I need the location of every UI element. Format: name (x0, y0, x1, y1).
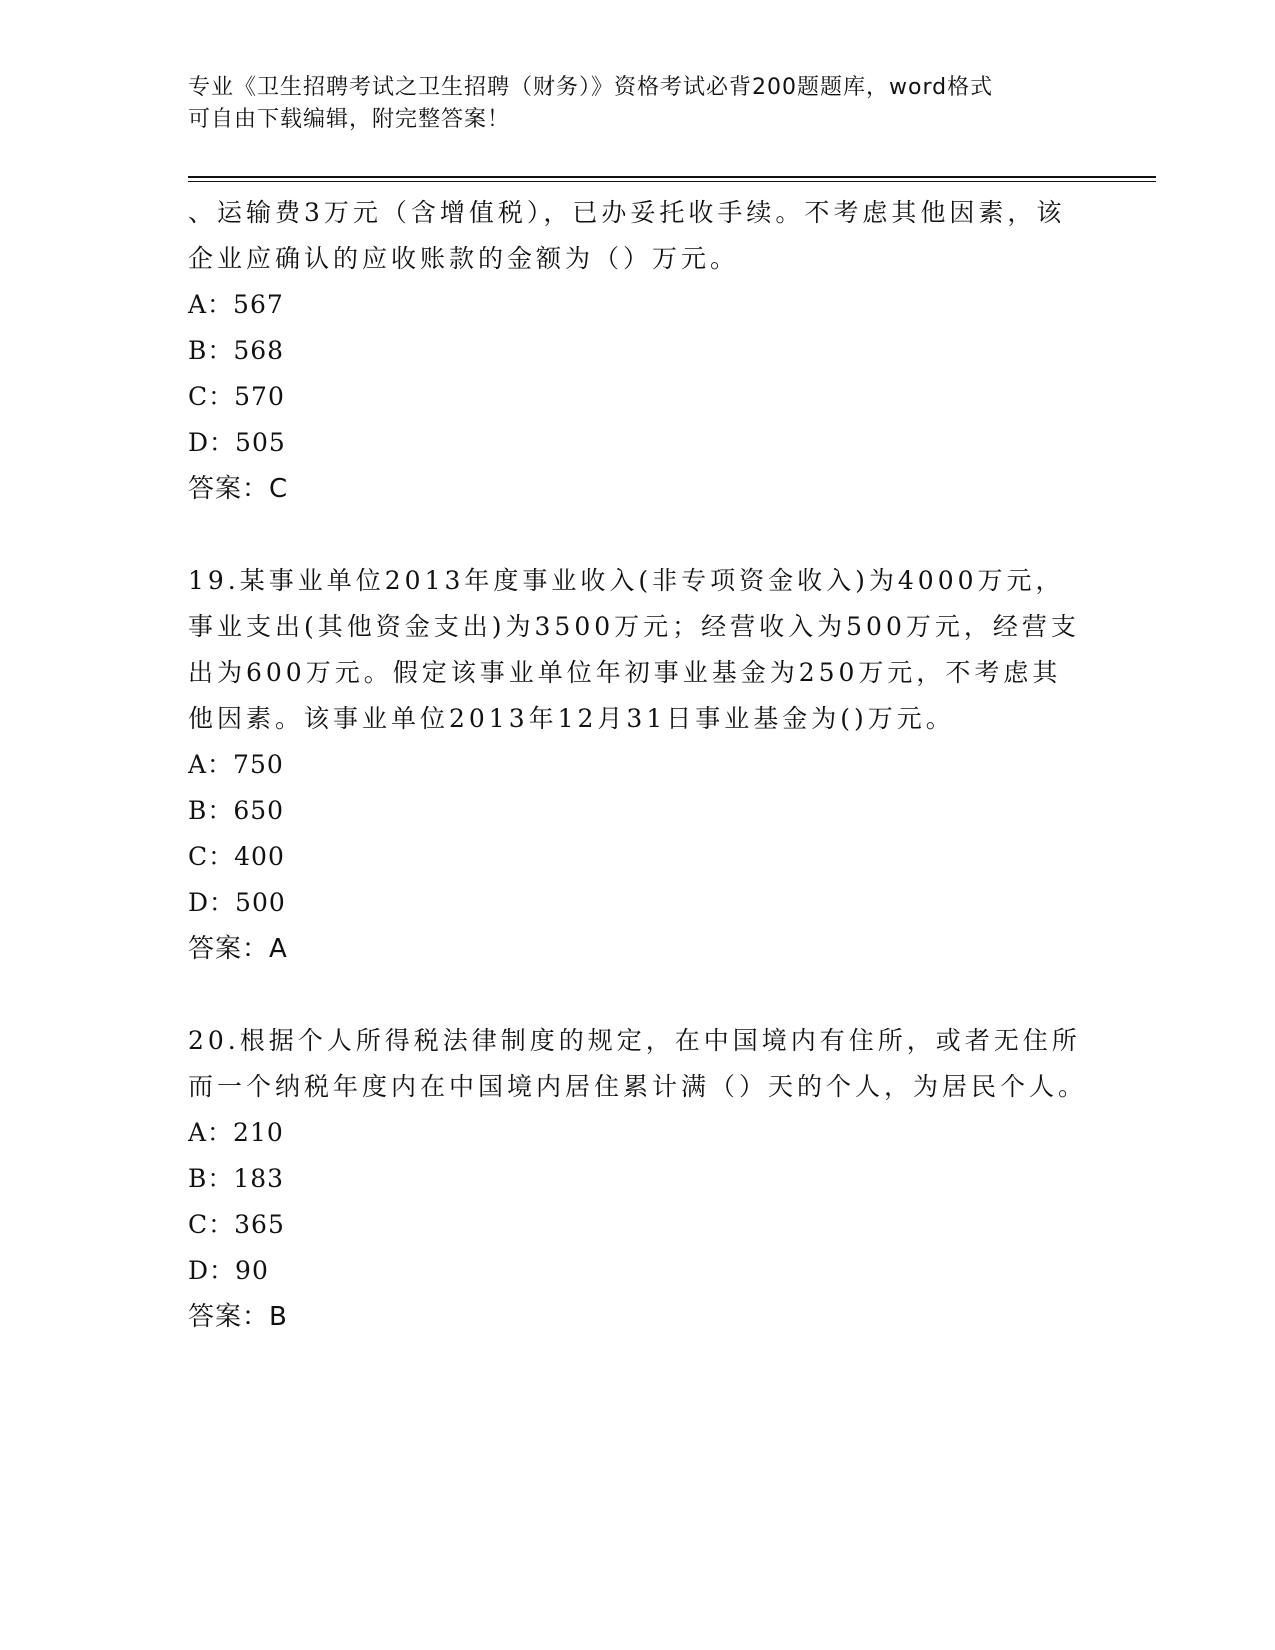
option-a: A：210 (188, 1118, 284, 1147)
header-title-line-2: 可自由下载编辑，附完整答案！ (188, 107, 511, 132)
option-b: B：650 (188, 796, 285, 825)
question-text: 19.某事业单位2013年度事业收入(非专项资金收入)为4000万元，事业支出(其他资金支出)为3500万元；经营收入为500万元，经营支出为600万元。假定该事业单位年初事业基金为250万元，不考虑其他因素。该事业单位2013年12月31日事业基金为()万元。 (188, 566, 1080, 733)
page-header (188, 72, 1088, 136)
question-item (188, 558, 1088, 972)
option-d: D：500 (188, 888, 286, 917)
answer-text: 答案：A (188, 934, 288, 964)
option-a: A：750 (188, 750, 284, 779)
answer-text: 答案：B (188, 1302, 288, 1332)
question-list (188, 190, 1088, 1386)
option-d: D：90 (188, 1256, 269, 1285)
question-item (188, 1018, 1088, 1340)
option-c: C：570 (188, 382, 285, 411)
option-c: C：365 (188, 1210, 285, 1239)
option-d: D：505 (188, 428, 286, 457)
question-item (188, 190, 1088, 512)
header-title-line-1: 专业《卫生招聘考试之卫生招聘（财务）》资格考试必背200题题库，word格式 (188, 75, 994, 100)
header-divider (188, 176, 1156, 182)
question-text: 20.根据个人所得税法律制度的规定，在中国境内有住所，或者无住所而一个纳税年度内在中国境内居住累计满（）天的个人，为居民个人。 (188, 1026, 1088, 1101)
option-c: C：400 (188, 842, 285, 871)
option-b: B：568 (188, 336, 285, 365)
answer-text: 答案：C (188, 474, 289, 504)
option-b: B：183 (188, 1164, 285, 1193)
question-text: 、运输费3万元（含增值税），已办妥托收手续。不考虑其他因素，该企业应确认的应收账款的金额为（）万元。 (188, 198, 1066, 273)
option-a: A：567 (188, 290, 284, 319)
